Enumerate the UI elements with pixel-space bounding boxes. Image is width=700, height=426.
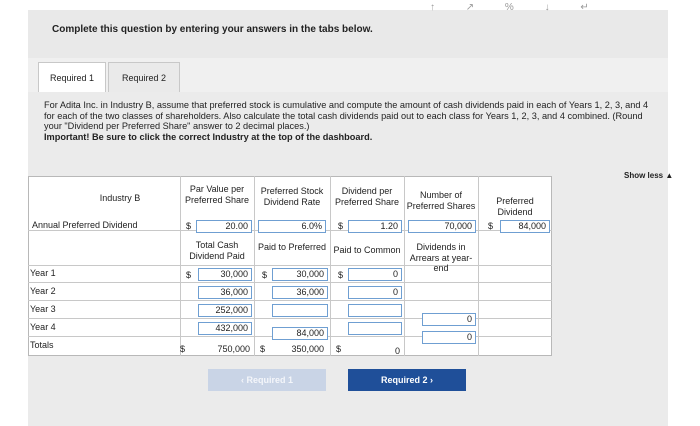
currency-symbol: $ [186, 221, 192, 231]
paid-common-year-3[interactable] [348, 304, 402, 317]
next-required-button[interactable]: Required 2 › [348, 369, 466, 391]
show-less-link[interactable]: Show less ▲ [624, 171, 674, 180]
div-per-share-input[interactable]: 1.20 [348, 220, 402, 233]
paid-pref-year-2[interactable]: 36,000 [272, 286, 328, 299]
header-div-per-share: Dividend per Preferred Share [334, 186, 400, 207]
paid-common-total: 0 [394, 346, 400, 356]
header-par-value: Par Value per Preferred Share [184, 184, 250, 205]
toolbar-icons[interactable]: ↑ ↗ % ↓ ↵ [430, 2, 603, 13]
header-paid-pref: Paid to Preferred [257, 242, 327, 252]
grid-line [180, 176, 181, 356]
paid-common-year-1[interactable]: 0 [348, 268, 402, 281]
industry-label: Industry B [99, 193, 141, 203]
currency-symbol: $ [260, 344, 266, 354]
question-prompt: Complete this question by entering your answers in the tabs below. [52, 24, 373, 35]
total-cash-total: 750,000 [217, 344, 250, 354]
header-pref-stock-rate: Preferred Stock Dividend Rate [260, 186, 324, 207]
prev-required-button[interactable]: ‹ Required 1 [208, 369, 326, 391]
row-label-year-4: Year 4 [30, 322, 56, 332]
rate-input[interactable]: 6.0% [258, 220, 326, 233]
grid-line [330, 176, 331, 356]
row-label-year-3: Year 3 [30, 304, 56, 314]
header-pref-dividend: Preferred Dividend [496, 196, 534, 217]
grid-line [254, 176, 255, 356]
header-paid-common: Paid to Common [333, 245, 401, 255]
pref-dividend-input[interactable]: 84,000 [500, 220, 550, 233]
paid-common-year-4[interactable] [348, 322, 402, 335]
currency-symbol: $ [338, 221, 344, 231]
grid-line [28, 300, 552, 301]
currency-symbol: $ [488, 221, 494, 231]
currency-symbol: $ [180, 344, 186, 354]
grid-line [404, 176, 405, 356]
total-cash-year-4[interactable]: 432,000 [198, 322, 252, 335]
header-num-shares: Number of Preferred Shares [406, 190, 476, 211]
currency-symbol: $ [336, 344, 342, 354]
tab-required-1[interactable]: Required 1 [38, 62, 106, 92]
instructions-important: Important! Be sure to click the correct Industry at the top of the dashboard. [44, 131, 373, 142]
paid-pref-year-4[interactable]: 84,000 [272, 327, 328, 340]
row-label-year-1: Year 1 [30, 268, 56, 278]
currency-symbol: $ [338, 270, 344, 280]
paid-pref-year-1[interactable]: 30,000 [272, 268, 328, 281]
tab-required-2[interactable]: Required 2 [108, 62, 180, 92]
total-cash-year-3[interactable]: 252,000 [198, 304, 252, 317]
paid-common-year-2[interactable]: 0 [348, 286, 402, 299]
currency-symbol: $ [262, 270, 268, 280]
instructions-text: For Adita Inc. in Industry B, assume that preferred stock is cumulative and compute the amount of cash dividends paid in each of Years 1, 2, 3, and 4 for each of the two classes of shareholders. Also calculate the total cash dividends paid out to each class for Years 1, 2, 3, and 4 combined. (Round your "Dividend per Preferred Share" answer to 2 decimal places.) [44, 100, 649, 132]
header-arrears: Dividends in Arrears at year-end [409, 242, 473, 273]
arrears-year-3[interactable]: 0 [422, 313, 476, 326]
paid-pref-total: 350,000 [291, 344, 324, 354]
arrears-year-4[interactable]: 0 [422, 331, 476, 344]
annual-row-label: Annual Preferred Dividend [32, 220, 138, 230]
currency-symbol: $ [186, 270, 192, 280]
grid-line [478, 176, 479, 356]
par-value-input[interactable]: 20.00 [196, 220, 252, 233]
header-total-cash: Total Cash Dividend Paid [189, 240, 245, 261]
num-shares-input[interactable]: 70,000 [408, 220, 476, 233]
grid-line [28, 282, 552, 283]
total-cash-year-1[interactable]: 30,000 [198, 268, 252, 281]
instructions [44, 100, 656, 142]
total-cash-year-2[interactable]: 36,000 [198, 286, 252, 299]
paid-pref-year-3[interactable] [272, 304, 328, 317]
row-label-totals: Totals [30, 340, 54, 350]
row-label-year-2: Year 2 [30, 286, 56, 296]
